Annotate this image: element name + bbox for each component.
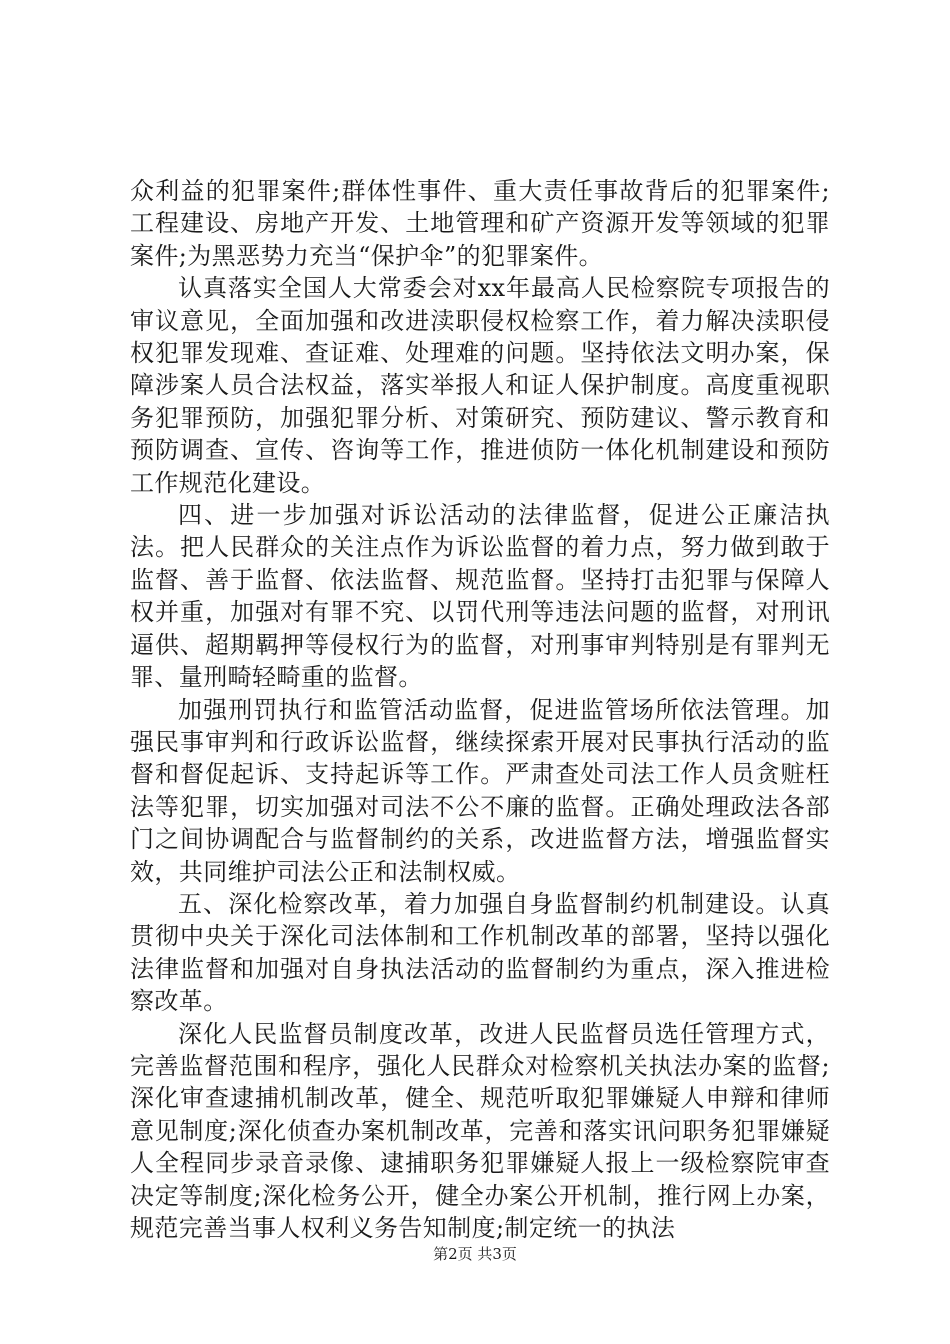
- paragraph: 深化人民监督员制度改革，改进人民监督员选任管理方式，完善监督范围和程序，强化人民群众对检察机关执法办案的监督;深化审查逮捕机制改革，健全、规范听取犯罪嫌疑人申辩和律师意见制度;深化侦查办案机制改革，完善和落实讯问职务犯罪嫌疑人全程同步录音录像、逮捕职务犯罪嫌疑人报上一级检察院审查决定等制度;深化检务公开，健全办案公开机制，推行网上办案，规范完善当事人权利义务告知制度;制定统一的执法: [130, 1019, 830, 1242]
- paragraph: 四、进一步加强对诉讼活动的法律监督，促进公正廉洁执法。把人民群众的关注点作为诉讼监督的着力点，努力做到敢于监督、善于监督、依法监督、规范监督。坚持打击犯罪与保障人权并重，加强对有罪不究、以罚代刑等违法问题的监督，对刑讯逼供、超期羁押等侵权行为的监督，对刑事审判特别是有罪判无罪、量刑畸轻畸重的监督。: [130, 501, 830, 692]
- page-number-footer: 第2页 共3页: [433, 1245, 517, 1263]
- paragraph: 认真落实全国人大常委会对xx年最高人民检察院专项报告的审议意见，全面加强和改进渎职侵权检察工作，着力解决渎职侵权犯罪发现难、查证难、处理难的问题。坚持依法文明办案，保障涉案人员合法权益，落实举报人和证人保护制度。高度重视职务犯罪预防，加强犯罪分析、对策研究、预防建议、警示教育和预防调查、宣传、咨询等工作，推进侦防一体化机制建设和预防工作规范化建设。: [130, 274, 830, 497]
- document-body: [130, 175, 830, 1244]
- paragraph: 加强刑罚执行和监管活动监督，促进监管场所依法管理。加强民事审判和行政诉讼监督，继续探索开展对民事执行活动的监督和督促起诉、支持起诉等工作。严肃查处司法工作人员贪赃枉法等犯罪，切实加强对司法不公不廉的监督。正确处理政法各部门之间协调配合与监督制约的关系，改进监督方法，增强监督实效，共同维护司法公正和法制权威。: [130, 695, 830, 886]
- paragraph: 五、深化检察改革，着力加强自身监督制约机制建设。认真贯彻中央关于深化司法体制和工作机制改革的部署，坚持以强化法律监督和加强对自身执法活动的监督制约为重点，深入推进检察改革。: [130, 889, 830, 1016]
- paragraph-continuation: 众利益的犯罪案件;群体性事件、重大责任事故背后的犯罪案件;工程建设、房地产开发、土地管理和矿产资源开发等领域的犯罪案件;为黑恶势力充当“保护伞”的犯罪案件。: [130, 177, 830, 270]
